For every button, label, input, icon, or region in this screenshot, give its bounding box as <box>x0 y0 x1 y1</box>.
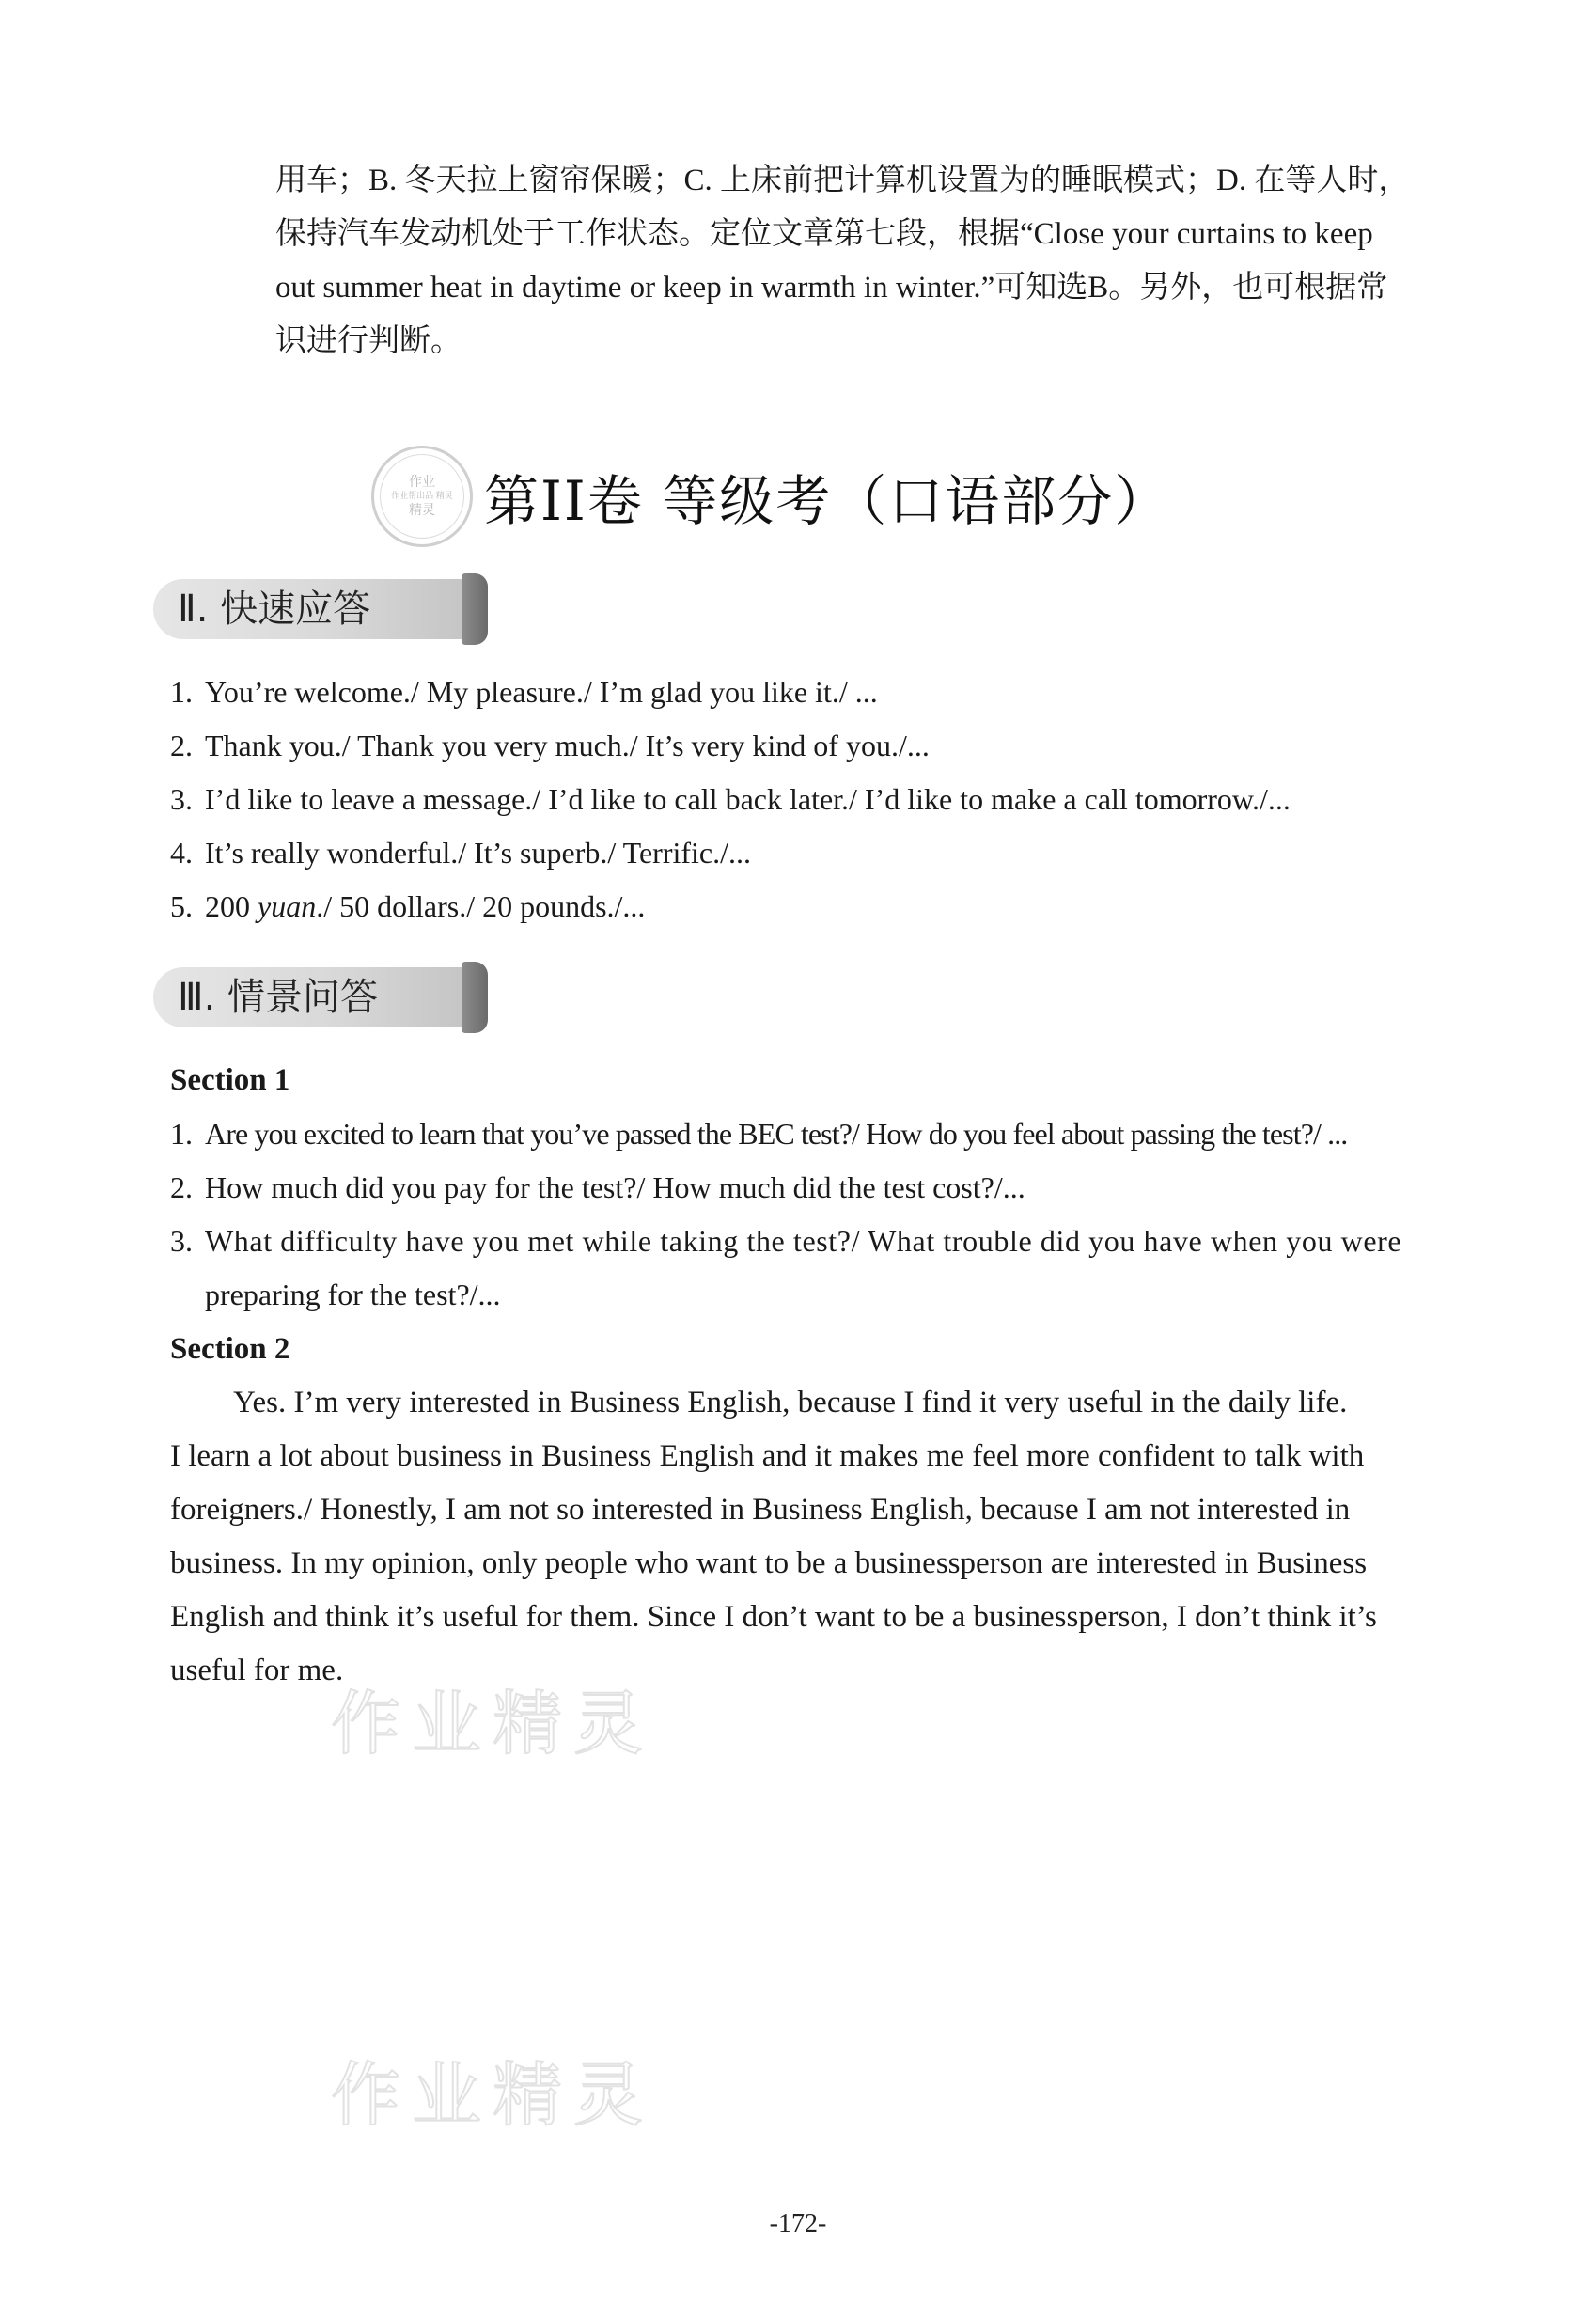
intro-line: out summer heat in daytime or keep in warmth in winter.”可知选B。另外，也可根据常 <box>275 271 1388 305</box>
intro-line: 识进行判断。 <box>275 324 462 358</box>
quick-response-list <box>170 666 1486 933</box>
list-item: 1. Are you excited to learn that you’ve passed the BEC test?/ How do you feel about passing the test?/ ... <box>170 1117 1348 1151</box>
list-item: 4. It’s really wonderful./ It’s superb./ Terrific./... <box>170 836 752 870</box>
list-item-continuation: preparing for the test?/... <box>205 1278 501 1311</box>
intro-line: 用车；B. 冬天拉上窗帘保暖；C. 上床前把计算机设置为的睡眠模式；D. 在等人时， <box>275 164 1410 197</box>
situational-qa-list <box>170 1107 1481 1322</box>
list-item: 2. Thank you./ Thank you very much./ It’s very kind of you./... <box>170 729 930 762</box>
list-item: 3. I’d like to leave a message./ I’d like to call back later./ I’d like to make a call tomorrow./... <box>170 782 1291 816</box>
section-header-label: Ⅲ. 情景问答 <box>178 976 379 1019</box>
subsection-heading: Section 2 <box>170 1332 290 1366</box>
part-title <box>371 442 1170 550</box>
part-title-text: 第II卷 等级考（口语部分） <box>484 468 1171 533</box>
section-header-label: Ⅱ. 快速应答 <box>178 588 371 631</box>
section-header-situational-qa <box>153 962 488 1033</box>
watermark: 作业精灵 <box>331 1684 654 1764</box>
answer-paragraph: Yes. I’m very interested in Business English, because I find it very useful in the daily life. I learn a lot about business in Business English and it makes me feel more confident to talk with foreigners./ Honestly, I am not so interested in Business English, because I am not interested in business. In my opinion, only people who want to be a businessperson are interested in Business English and think it’s useful for them. Since I don’t want to be a businessperson, I don’t think it’s useful for me. <box>170 1386 1377 1687</box>
list-item: 5. 200 yuan./ 50 dollars./ 20 pounds./... <box>170 889 646 923</box>
seal-stamp-icon: 作业 作业帮出品 精灵 精灵 <box>371 446 473 547</box>
list-item: 3. What difficulty have you met while taking the test?/ What trouble did you have when you were <box>170 1224 1402 1258</box>
watermark: 作业精灵 <box>331 2055 654 2136</box>
intro-line: 保持汽车发动机处于工作状态。定位文章第七段，根据“Close your curtains to keep <box>275 217 1373 251</box>
section-header-quick-response <box>153 573 488 645</box>
intro-paragraph <box>275 154 1481 368</box>
list-item: 1. You’re welcome./ My pleasure./ I’m glad you like it./ ... <box>170 675 878 709</box>
subsection-heading: Section 1 <box>170 1063 290 1097</box>
list-item: 2. How much did you pay for the test?/ How much did the test cost?/... <box>170 1170 1025 1204</box>
page-number: -172- <box>769 2209 827 2238</box>
